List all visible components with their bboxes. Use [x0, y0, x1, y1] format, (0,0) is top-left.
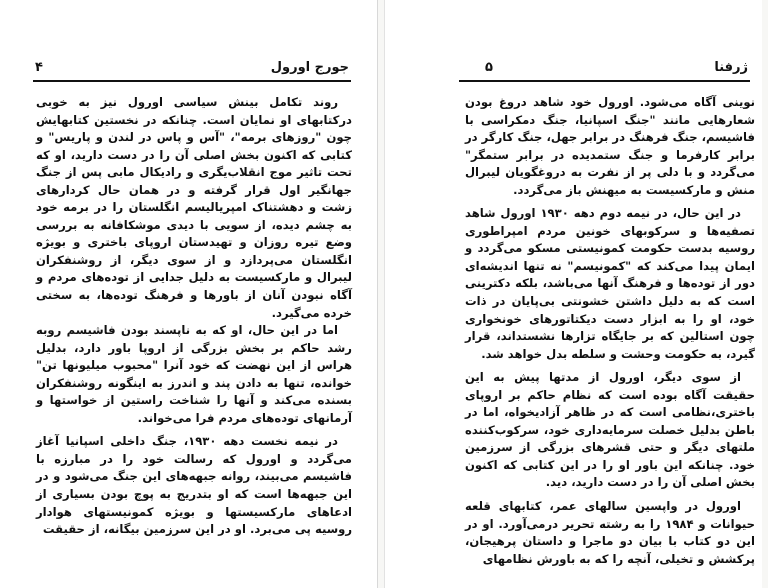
page-header: [33, 60, 351, 82]
paragraph: از سوی دیگر، اورول از مدتها پیش به این حقیقت آگاه بوده است که نظام حاکم بر اروپای باختری،نظامی است که در ظاهر آزادیخواه، اما در باطن بدلیل خصلت سرمایه‌داری خود، سرکوب‌کننده ملتهای دیگر و حتی قشرهای بزرگی از سرزمین خود. چنانکه این باور او را در این کتابی که اکنون بخش اصلی آن را در دست دارید، دید.: [465, 370, 755, 490]
paragraph: اورول در واپسین سالهای عمر، کتابهای قلعه حیوانات و ۱۹۸۴ را به رشته تحریر درمی‌آورد. او در این دو کتاب با بیان دو ماجرا و داستان پرهیجان، پرکشش و تخیلی، آنچه را که به باورش نظامهای: [465, 499, 755, 566]
page-body: [465, 94, 755, 568]
right-page: [384, 0, 762, 588]
paragraph: اما در این حال، او که به ناپسند بودن فاشیسم روبه رشد حاکم بر بخش بزرگی از اروپا باور دارد، بدلیل هراس از این نهضت که خود آنرا "محبوب میلیونها تن" خوانده، تنها به دادن پند و اندرز به اینگونه روشنفکران بسنده می‌کند و آنها را شناخت راستین از خواستها و آرمانهای توده‌های مردم فرا می‌خواند.: [36, 323, 352, 425]
running-title: جورج اورول: [270, 60, 349, 75]
page-header: [459, 60, 750, 82]
paragraph: نوینی آگاه می‌شود. اورول خود شاهد دروغ بودن شعارهایی مانند "جنگ اسپانیا، جنگ دمکراسی با فاشیسم، جنگ فرهنگ در برابر جهل، جنگ کارگر در برابر کارفرما و جنگ ستمدیده در برابر ستمگر" می‌گردد و با دلی پر از نفرت به دروغگویان لیبرال منش و مارکسیست به میهنش باز می‌گردد.: [465, 95, 755, 197]
paragraph: روند تکامل بینش سیاسی اورول نیز به خوبی درکتابهای او نمایان است. چنانکه در نخستین کتابهایش چون "روزهای برمه"، "آس و پاس در لندن و پاریس" و کتابی که اکنون بخش اصلی آن را در دست دارید، او که تحت تاثیر موج انقلاب‌یگری و رادیکال مابی پس از جنگ جهانگیر اول قرار گرفته و در همان حال کردارهای زشت و دهشتناک امپریالیسم انگلستان را در برمه خود به چشم دیده، از سویی با دیدی موشکافانه به بررسی وضع تیره روزان و تهیدستان اروپای باختری و بویژه انگلستان می‌پردازد و از سوی دیگر، از روشنفکران لیبرال و مارکسیست به دلیل جدایی از توده‌های مردم و آگاه نبودن آنان از باورها و فرهنگ توده‌ها، به سختی خرده می‌گیرد.: [36, 95, 352, 320]
page-number: ۴: [35, 60, 43, 75]
page-number: ۵: [485, 60, 493, 75]
paragraph: در نیمه نخست دهه ۱۹۳۰، جنگ داخلی اسپانیا آغاز می‌گردد و اورول که رسالت خود را در مبارزه با فاشیسم می‌بیند، روانه جبهه‌های این جنگ می‌شود و در این جبهه‌ها است که او بتدریج به پوچ بودن بسیاری از ادعاهای مارکسیستها و بویژه کمونیستهای هوادار روسیه پی می‌برد. او در این سرزمین بیگانه، از حقیقت: [36, 434, 352, 537]
running-title: ژرفنا: [714, 60, 748, 75]
left-page: [0, 0, 378, 588]
paragraph: در این حال، در نیمه دوم دهه ۱۹۳۰ اورول شاهد تصفیه‌ها و سرکوبهای خونین مردم امپراطوری روسیه بدست حکومت کمونیستی مسکو می‌گردد و ایمان پیدا می‌کند که "کمونیسم" نه تنها اندیشه‌ای دور از توده‌ها و فرهنگ آنها می‌باشد، بلکه دکترینی است که به دلیل داشتن خشونتی بی‌پایان در ذات خود، او را به ابزار دست دیکتاتورهای خونخواری چون استالین که بر جایگاه تزارها نشستداند، قرار گیرد، به حکومت وحشت و سلطه بدل خواهد شد.: [465, 206, 755, 361]
page-body: [36, 94, 352, 539]
